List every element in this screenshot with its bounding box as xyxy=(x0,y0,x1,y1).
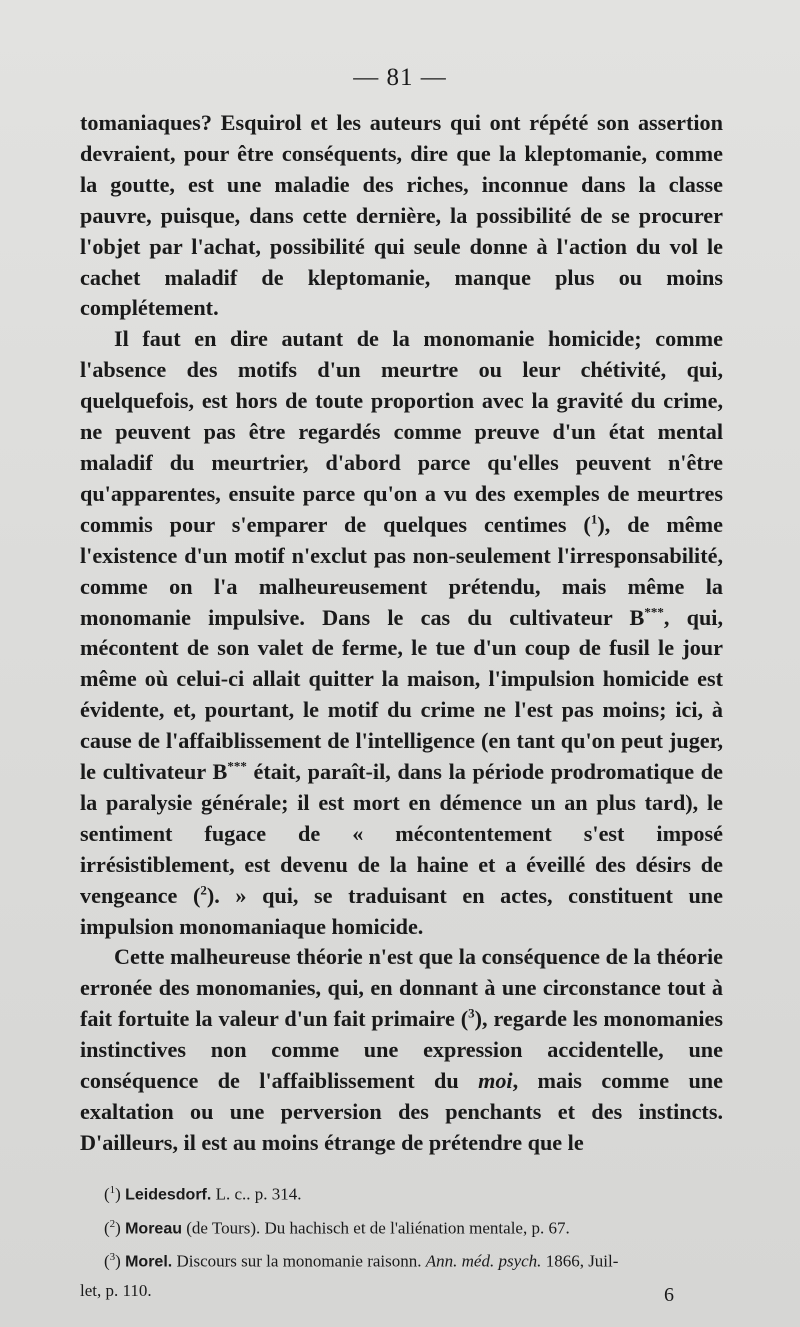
footnote-mark: 1 xyxy=(109,1184,116,1196)
footnote-2: ($^2$) Moreau (de Tours). Du hachisch et de l'aliénation mentale, p. 67. xyxy=(104,1217,570,1238)
footnote-mark: 2 xyxy=(109,1217,116,1230)
footnote-3: ($^3$) Morel. Discours sur la monomanie raisonn. Ann. méd. psych. 1866, Juil- xyxy=(104,1251,619,1271)
footnote-text: Discours sur la monomanie raisonn. xyxy=(172,1251,426,1271)
footnotes xyxy=(80,1176,723,1305)
footnote-ref-2: 2 xyxy=(200,882,207,898)
signature-mark: 6 xyxy=(664,1284,674,1306)
page-number: — 81 — xyxy=(353,64,447,91)
asterisks-mark: *** xyxy=(644,604,664,620)
paragraph-3-text-c: , mais comme une exaltation ou une perversion des penchants et des instincts. D'ailleurs, il est au moins étrange de prétendre que le xyxy=(80,1068,723,1155)
footnote-ref-3: 3 xyxy=(468,1005,475,1021)
paragraph-3-text-b: ), regarde les monomanies instinctives non comme une expression accidentelle, une conséquence de l'affaiblissement du xyxy=(80,1006,724,1094)
footnote-1: ($^1$) Leidesdorf. L. c.. p. 314. xyxy=(104,1184,302,1204)
paragraph-2-text-a: Il faut en dire autant de la monomanie homicide; comme l'absence des motifs d'un meurtre ou leur chétivité, qui, quelquefois, est hors de toute proportion avec la gravité du crime, ne peuvent pas être regardés comme preuve d'un état mental maladif du meurtrier, d'abord parce qu'elles peuvent n'être qu'apparentes, ensuite parce qu'on a vu des exemples de meurtres commis pour s'emparer de quelques centimes ( xyxy=(80,326,723,537)
paragraph-2-text-e: ). » qui, se traduisant en actes, constituent une impulsion monomaniaque homicide. xyxy=(80,882,723,939)
footnote-text-tail: 1866, Juil- xyxy=(541,1251,619,1271)
footnote-text: L. c.. p. 314. xyxy=(211,1184,302,1204)
footnote-author: Morel. xyxy=(125,1253,173,1271)
footnote-ref-1: 1 xyxy=(590,511,598,527)
footnote-journal: Ann. méd. psych. xyxy=(425,1251,542,1271)
paragraph-3-text-a: Cette malheureuse théorie n'est que la conséquence de la théorie erronée des monomanies, qui, en donnant à une circonstance tout à fait fortuite la valeur d'un fait primaire ( xyxy=(80,944,723,1032)
paragraph-2-text-d: était, paraît-il, dans la période prodromatique de la paralysie générale; il est mort en démence un an plus tard), le sentiment fugace de « mécontentement s'est imposé irrésistiblement, est devenu de la haine et a éveillé des désirs de vengeance ( xyxy=(80,759,723,908)
italic-moi: moi xyxy=(478,1068,513,1094)
footnote-author: Moreau xyxy=(125,1220,182,1238)
paragraph-2-text-b: ), de même l'existence d'un motif n'exclut pas non-seulement l'irresponsabilité, comme on l'a malheureusement prétendu, mais même la monomanie impulsive. Dans le cas du cultivateur B xyxy=(80,511,723,630)
footnote-author: Leidesdorf. xyxy=(125,1186,212,1204)
asterisks-mark: *** xyxy=(227,758,247,774)
footnote-mark: 3 xyxy=(109,1251,116,1264)
main-text xyxy=(80,108,723,1159)
paragraph-1 xyxy=(80,108,723,324)
paragraph-3 xyxy=(80,942,723,1158)
footnote-3-continuation: let, p. 110. xyxy=(80,1280,152,1300)
footnote-text: (de Tours). Du hachisch et de l'aliénation mentale, p. 67. xyxy=(182,1218,570,1238)
paragraph-2 xyxy=(80,324,723,942)
paragraph-2-text-c: , qui, mécontent de son valet de ferme, le tue d'un coup de fusil le jour même où celui-ci allait quitter la maison, l'impulsion homicide est évidente, et, pourtant, le motif du crime ne l'est pas moins; ici, à cause de l'affaiblissement de l'intelligence (en tant qu'on peut juger, le cultivateur B xyxy=(80,604,723,785)
paragraph-1-text: tomaniaques? Esquirol et les auteurs qui ont répété son assertion devraient, pour être conséquents, dire que la kleptomanie, comme la goutte, est une maladie des riches, inconnue dans la classe pauvre, puisque, dans cette dernière, la possibilité de se procurer l'objet par l'achat, possibilité qui seule donne à l'action du vol le cachet maladif de kleptomanie, manque plus ou moins complétement. xyxy=(80,110,723,321)
